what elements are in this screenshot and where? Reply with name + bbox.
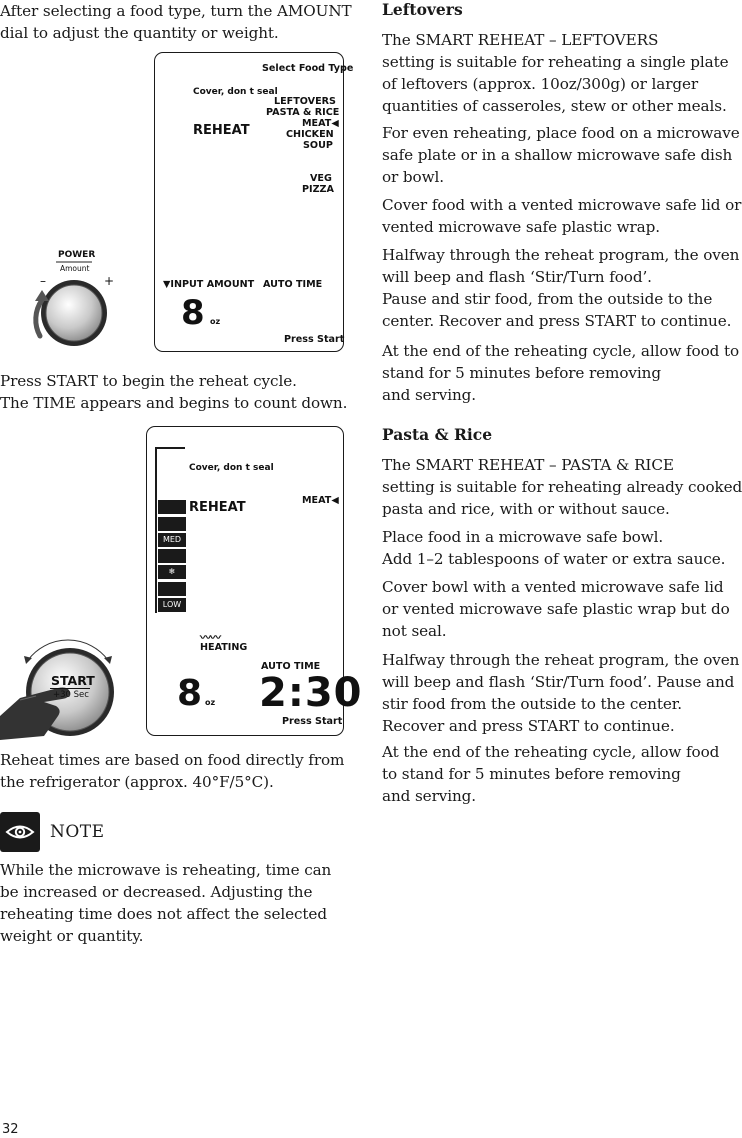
down-arrow-icon: ▼ [163, 279, 171, 290]
power-level-low: LOW [158, 598, 186, 612]
amount-digit: 8 [177, 673, 203, 714]
cover-label: Cover, don t seal [193, 87, 278, 97]
reheat-label: REHEAT [189, 500, 246, 515]
amount-unit: oz [210, 317, 221, 326]
lcd-display-reheating [146, 426, 363, 736]
dial-plus-label: + [104, 274, 115, 288]
food-soup: SOUP [303, 140, 333, 151]
snowflake-icon: ❄ [168, 567, 176, 576]
note-title: NOTE [50, 822, 105, 842]
auto-time-label: AUTO TIME [261, 661, 321, 672]
select-food-type-label: Select Food Type [262, 63, 354, 74]
start-button-sublabel: +30 Sec [53, 690, 89, 700]
press-start-label: Press Start [282, 716, 343, 727]
fridge-text: Reheat times are based on food directly from the refrigerator (approx. 40°F/5°C). [0, 751, 345, 791]
leftovers-para-5: At the end of the reheating cycle, allow food to stand for 5 minutes before removing and serving. [382, 342, 740, 404]
dial-power-label: POWER [58, 250, 96, 260]
pasta-para-1: The SMART REHEAT – PASTA & RICE setting is suitable for reheating already cooked pasta and rice, with or without sauce. [382, 456, 742, 518]
leftovers-para-4: Halfway through the reheat program, the oven will beep and flash ‘Stir/Turn food’. Pause and stir food, from the outside to the center. Recover and press START to continue. [382, 246, 740, 330]
dial-minus-label: – [40, 274, 46, 288]
dial-amount-label: Amount [60, 264, 90, 273]
selector-arrow-icon: ◀ [331, 118, 339, 129]
cover-label: Cover, don t seal [189, 463, 274, 473]
food-pizza: PIZZA [302, 184, 334, 195]
eye-icon [0, 812, 40, 852]
start-button[interactable] [0, 636, 118, 744]
start-button-label: START [51, 673, 95, 688]
pasta-para-5: At the end of the reheating cycle, allow food to stand for 5 minutes before removing and serving. [382, 743, 720, 805]
power-level-defrost [158, 565, 186, 579]
heat-wave-icon: 〰〰 [200, 631, 220, 644]
leftovers-para-1: The SMART REHEAT – LEFTOVERS setting is suitable for reheating a single plate of leftovers (approx. 10oz/300g) or larger quantities of casseroles, stew or other meals. [382, 31, 729, 115]
food-chicken: CHICKEN [286, 129, 334, 140]
page-number: 32 [2, 1122, 19, 1137]
lcd-display-select-food [154, 52, 354, 352]
food-meat: MEAT◀ [302, 118, 339, 129]
leftovers-heading: Leftovers [382, 0, 463, 19]
pasta-para-3: Cover bowl with a vented microwave safe lid or vented microwave safe plastic wrap but do not seal. [382, 578, 730, 640]
food-leftovers: LEFTOVERS [274, 96, 336, 107]
food-meat: MEAT◀ [302, 495, 339, 506]
note-text: While the microwave is reheating, time can be increased or decreased. Adjusting the reheating time does not affect the selected weight or quantity. [0, 861, 332, 945]
amount-unit: oz [205, 698, 216, 707]
heating-label: 〰〰 HEATING [200, 631, 248, 653]
power-level-segment [158, 582, 186, 596]
auto-time-label: AUTO TIME [263, 279, 323, 290]
reheat-label: REHEAT [193, 123, 250, 138]
input-amount-label: ▼INPUT AMOUNT [163, 279, 255, 290]
food-pasta-rice: PASTA & RICE [266, 107, 340, 118]
power-level-segment [158, 500, 186, 514]
start-text: Press START to begin the reheat cycle. The TIME appears and begins to count down. [0, 372, 348, 412]
amount-digit: 8 [181, 293, 205, 333]
power-level-segment [158, 549, 186, 563]
pasta-para-2: Place food in a microwave safe bowl. Add 1–2 tablespoons of water or extra sauce. [382, 528, 726, 568]
level-bracket [155, 447, 157, 613]
intro-text: After selecting a food type, turn the AMOUNT dial to adjust the quantity or weight. [0, 2, 352, 42]
pasta-rice-heading: Pasta & Rice [382, 425, 493, 444]
leftovers-para-2: For even reheating, place food on a microwave safe plate or in a shallow microwave safe dish or bowl. [382, 124, 740, 186]
selector-arrow-icon: ◀ [331, 495, 339, 506]
pasta-para-4: Halfway through the reheat program, the oven will beep and flash ‘Stir/Turn food’. Pause and stir food from the outside to the center. Recover and press START to continue. [382, 651, 740, 735]
time-readout: 2:30 [259, 670, 363, 716]
press-start-label: Press Start [284, 334, 345, 345]
power-amount-dial[interactable] [28, 244, 118, 348]
leftovers-para-3: Cover food with a vented microwave safe lid or vented microwave safe plastic wrap. [382, 196, 742, 236]
power-level-med: MED [158, 533, 186, 547]
food-veg: VEG [310, 173, 332, 184]
power-level-segment [158, 517, 186, 531]
